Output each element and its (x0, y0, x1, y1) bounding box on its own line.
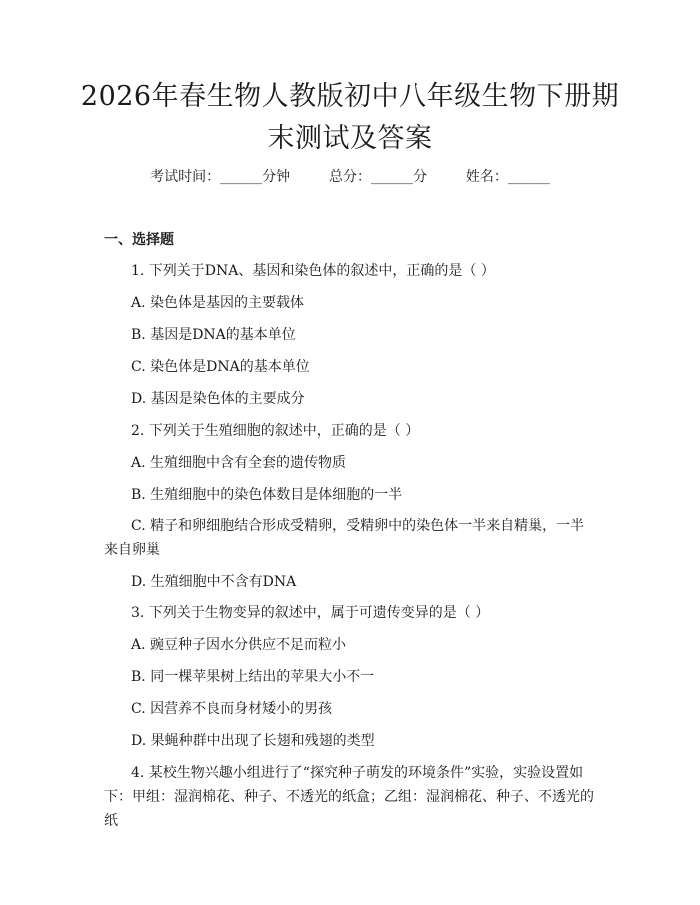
option-1a: A. 染色体是基因的主要载体 (131, 295, 305, 311)
option-1b: B. 基因是DNA的基本单位 (131, 327, 296, 343)
option-1c: C. 染色体是DNA的基本单位 (131, 359, 310, 375)
option-3d: D. 果蝇种群中出现了长翅和残翅的类型 (131, 733, 375, 749)
option-3c: C. 因营养不良而身材矮小的男孩 (131, 701, 333, 717)
name-blank: ______ (507, 169, 550, 185)
document-title (60, 76, 640, 160)
section-heading: 一、选择题 (104, 232, 174, 248)
option-2c: C. 精子和卵细胞结合形成受精卵，受精卵中的染色体一半来自精巢，一半来自卵巢 (104, 518, 585, 558)
option-2a: A. 生殖细胞中含有全套的遗传物质 (131, 455, 347, 471)
exam-meta (0, 167, 700, 187)
question-1: 1. 下列关于DNA、基因和染色体的叙述中，正确的是（ ） (131, 263, 495, 279)
score-blank: ______ (371, 169, 413, 185)
option-2b: B. 生殖细胞中的染色体数目是体细胞的一半 (131, 487, 403, 503)
time-unit: 分钟 (262, 169, 291, 185)
title-line-2: 末测试及答案 (267, 123, 433, 154)
question-4: 4. 某校生物兴趣小组进行了“探究种子萌发的环境条件”实验，实验设置如下：甲组：湿润棉花、种子、不透光的纸盒；乙组：湿润棉花、种子、不透光的纸 (104, 765, 594, 829)
option-3b: B. 同一棵苹果树上结出的苹果大小不一 (131, 669, 375, 685)
time-label: 考试时间： (150, 169, 221, 185)
time-blank: ______ (220, 169, 263, 185)
title-line-1: 2026年春生物人教版初中八年级生物下册期 (80, 81, 620, 112)
name-label: 姓名： (465, 169, 508, 185)
option-1d: D. 基因是染色体的主要成分 (131, 391, 305, 407)
question-2: 2. 下列关于生殖细胞的叙述中，正确的是（ ） (131, 423, 420, 439)
score-label: 总分： (329, 169, 371, 185)
score-unit: 分 (413, 169, 427, 185)
option-2d: D. 生殖细胞中不含有DNA (131, 574, 297, 590)
option-3a: A. 豌豆种子因水分供应不足而粒小 (131, 637, 347, 653)
question-3: 3. 下列关于生物变异的叙述中，属于可遗传变异的是（ ） (131, 605, 490, 621)
